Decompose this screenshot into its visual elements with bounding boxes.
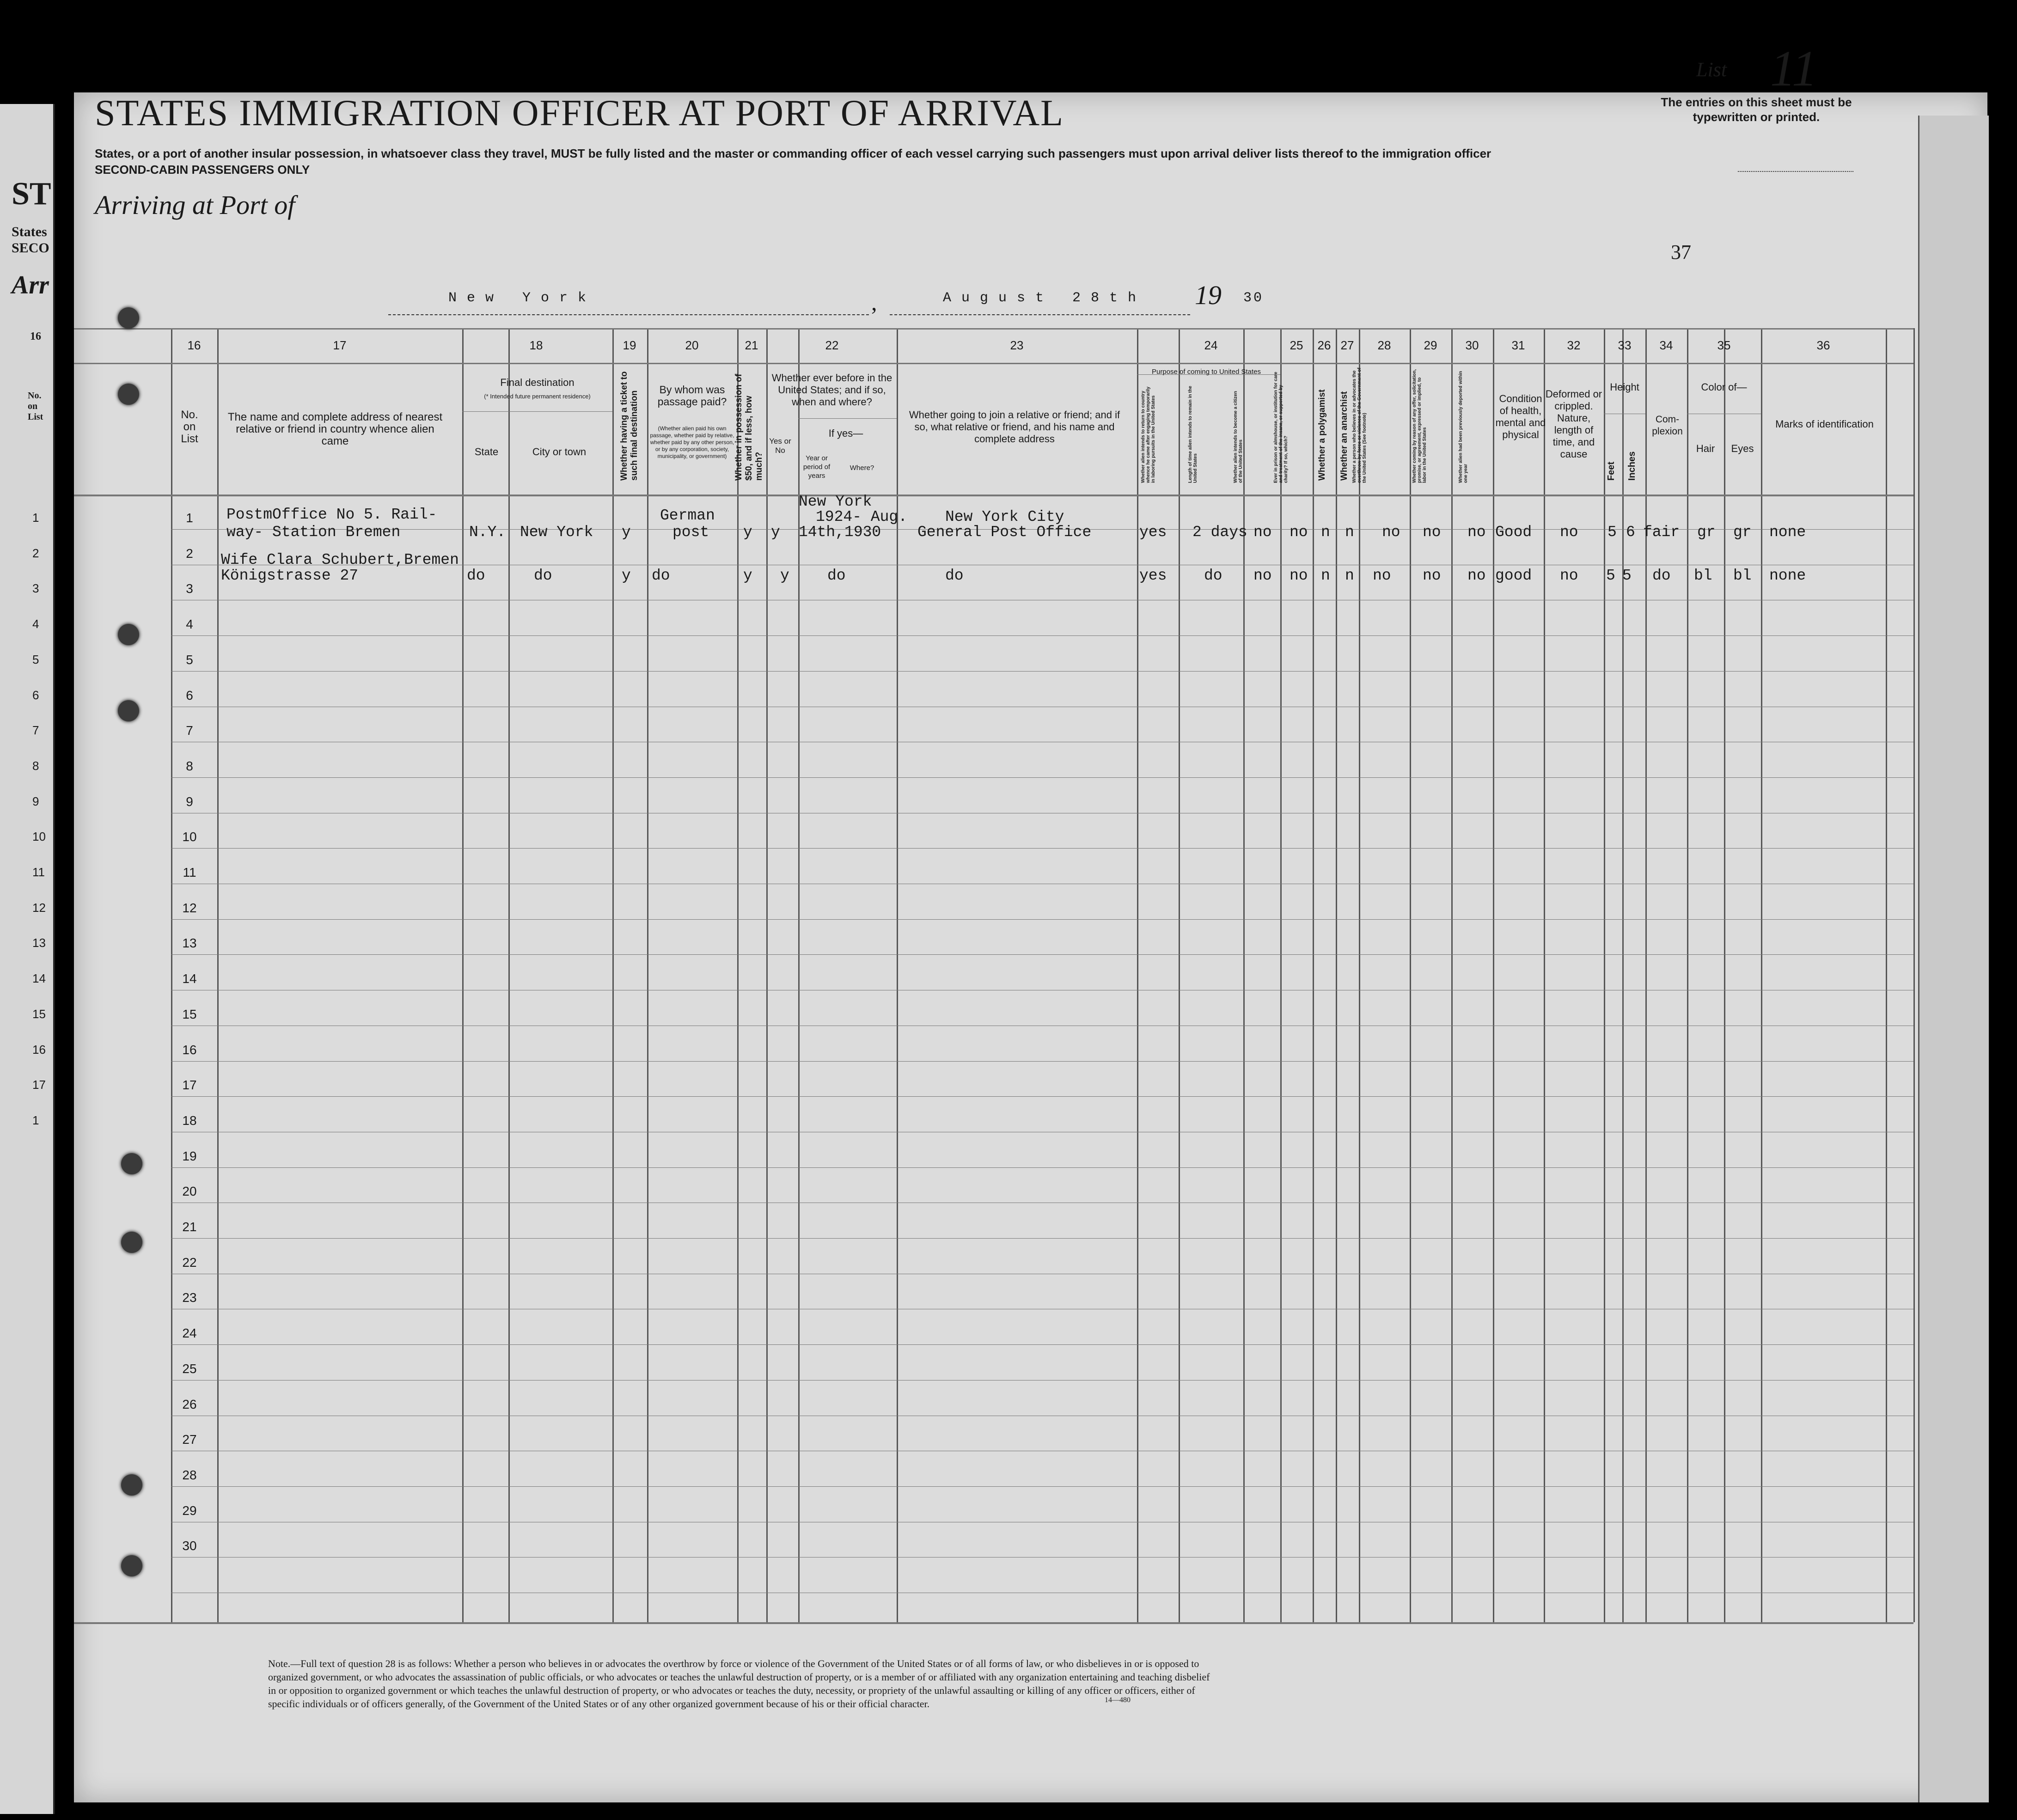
feet: 5 [1606, 567, 1615, 584]
header-no-on-list: No. on List [181, 409, 198, 445]
money: y [743, 524, 752, 541]
paid-line2: post [672, 524, 709, 541]
column-number: 20 [685, 338, 699, 352]
adjacent-row-number: 6 [32, 688, 39, 702]
ticket: y [622, 524, 631, 541]
row-number: 7 [186, 723, 193, 738]
year-prefix: 19 [1195, 280, 1222, 310]
header-height: Height [1610, 381, 1639, 393]
header-deported: Whether alien had been previously deported within one year [1458, 371, 1468, 483]
port-value: New York [448, 290, 597, 306]
header-year: Year or period of years [803, 454, 831, 480]
relative-line1: PostmOffice No 5. Rail- [226, 506, 437, 523]
binder-hole [118, 384, 139, 405]
header-offer: Whether coming by reason of any offer, solicitation, promise, or agreement, expressed or implied, to labor in the United States [1412, 369, 1427, 483]
city: New York [520, 524, 593, 541]
column-number: 19 [623, 338, 636, 352]
grid-horizontal-line [171, 848, 1913, 849]
row-number: 15 [182, 1007, 197, 1021]
deformed: no [1560, 567, 1578, 584]
offer: no [1423, 524, 1441, 541]
paid-line1: do [652, 567, 670, 584]
grid-horizontal-line [74, 363, 1913, 364]
grid-vertical-line [798, 328, 800, 1622]
row-number: 17 [182, 1078, 197, 1092]
header-purpose-return: Whether alien intends to return to country whence he came after engaging temporarily in laboring pursuits in the United States [1141, 386, 1156, 483]
grid-horizontal-line [462, 411, 612, 412]
column-number: 28 [1377, 338, 1391, 352]
row-number: 11 [183, 865, 196, 879]
header-before-yesno: Yes or No [769, 437, 791, 455]
grid-horizontal-line [171, 635, 1913, 636]
form-id: 14—480 [1105, 1696, 1131, 1704]
fragment-col-label: 16 [30, 330, 41, 342]
row-number: 3 [186, 581, 193, 596]
grid-vertical-line [612, 328, 614, 1622]
grid-horizontal-line [171, 919, 1913, 920]
column-number: 16 [187, 338, 201, 352]
grid-vertical-line [1886, 328, 1887, 1622]
header-before: Whether ever before in the United States; and if so, when and where? [771, 372, 892, 408]
row-number: 24 [182, 1326, 197, 1340]
header-color: Color of— [1701, 381, 1747, 393]
grid-vertical-line [1313, 328, 1314, 1622]
grid-horizontal-line [798, 418, 897, 419]
inches: 6 [1626, 524, 1635, 541]
header-final-destination-note: (* Intended future permanent residence) [484, 393, 591, 400]
list-underline [1738, 171, 1853, 172]
adjacent-row-number: 5 [32, 653, 39, 666]
row-number: 13 [182, 936, 197, 950]
length: 2 days [1192, 524, 1247, 541]
state: N.Y. [469, 524, 506, 541]
marks: none [1769, 567, 1806, 584]
city: do [534, 567, 552, 584]
hair: bl [1694, 567, 1712, 584]
grid-vertical-line [1243, 328, 1245, 1622]
grid-horizontal-line [171, 1096, 1913, 1097]
header-complexion: Com-plexion [1652, 414, 1683, 437]
fragment-st: ST [12, 176, 51, 212]
grid-vertical-line [1137, 328, 1138, 1622]
port-underline [388, 314, 869, 315]
grid-vertical-line [1724, 328, 1725, 1622]
adjacent-page-fragment [0, 104, 55, 1814]
header-inches: Inches [1627, 451, 1637, 481]
header-purpose-length: Length of time alien intends to remain in the United States [1188, 385, 1198, 483]
grid-horizontal-line [171, 1061, 1913, 1062]
adjacent-row-number: 8 [32, 759, 39, 773]
health: good [1495, 567, 1532, 584]
complexion: do [1652, 567, 1671, 584]
deported: no [1467, 524, 1486, 541]
binder-hole [118, 624, 139, 645]
header-join: Whether going to join a relative or friend; and if so, what relative or friend, and his name and complete address [909, 409, 1120, 445]
year-line2: 14th,1930 [799, 524, 881, 541]
adjacent-row-number: 2 [32, 546, 39, 560]
header-city: City or town [532, 446, 587, 458]
list-label: List [1696, 58, 1727, 81]
column-number: 32 [1567, 338, 1581, 352]
header-ticket: Whether having a ticket to such final destination [619, 371, 639, 481]
adjacent-row-number: 1 [32, 511, 39, 525]
eyes: bl [1733, 567, 1752, 584]
binder-hole [118, 700, 139, 721]
header-prison: Ever in prison or almshouse, or institution for care and treatment of the insane, or supported by charity? If so, which? [1273, 372, 1289, 483]
before: y [780, 567, 789, 584]
subtitle-line2: SECOND-CABIN PASSENGERS ONLY [95, 163, 310, 177]
row-number: 27 [182, 1432, 197, 1447]
header-marks: Marks of identification [1775, 418, 1874, 430]
comma: , [871, 289, 877, 315]
relative-line1: Wife Clara Schubert,Bremen [221, 551, 459, 568]
grid-vertical-line [462, 328, 464, 1622]
binder-hole [118, 307, 139, 329]
polygamist: n [1321, 524, 1330, 541]
feet: 5 [1607, 524, 1617, 541]
manifest-page [74, 92, 1987, 1802]
header-paid: By whom was passage paid? [657, 384, 727, 408]
row-number: 8 [186, 759, 193, 773]
marks: none [1769, 524, 1806, 541]
deformed: no [1560, 524, 1578, 541]
join-line2: General Post Office [917, 524, 1092, 541]
row-number: 14 [182, 971, 197, 986]
row-number: 16 [182, 1043, 197, 1057]
header-eyes: Eyes [1731, 443, 1754, 454]
row-number: 21 [182, 1220, 197, 1234]
header-paid-note: (Whether alien paid his own passage, whether paid by relative, whether paid by any other person, or by any corporation, society, municipality, or government) [650, 425, 734, 459]
grid-vertical-line [766, 328, 768, 1622]
header-money: Whether in possession of $50, and if less, how much? [734, 373, 764, 481]
row-number: 4 [186, 617, 193, 631]
grid-horizontal-line [171, 777, 1913, 778]
grid-vertical-line [1913, 328, 1915, 1622]
binder-hole [121, 1474, 142, 1496]
grid-vertical-line [1451, 328, 1453, 1622]
adjacent-row-number: 1 [32, 1113, 39, 1127]
column-number: 23 [1010, 338, 1024, 352]
header-relative: The name and complete address of nearest relative or friend in country whence alien came [227, 411, 443, 447]
relative-line2: Königstrasse 27 [221, 567, 359, 584]
citizen: no [1253, 567, 1272, 584]
adjacent-row-number: 7 [32, 723, 39, 737]
grid-horizontal-line [171, 1167, 1913, 1168]
row-number: 5 [186, 653, 193, 667]
row-number: 18 [182, 1113, 197, 1128]
grid-vertical-line [1622, 328, 1624, 1622]
paid-line1: German [660, 507, 715, 524]
grid-vertical-line [217, 328, 219, 1622]
column-number: 25 [1290, 338, 1303, 352]
subtitle-line1: States, or a port of another insular possession, in whatsoever class they travel, MUST be fully listed and the master or commanding officer of each vessel carrying such passengers must upon arrival deliver lists thereof to the immigration officer [95, 147, 1491, 160]
row-number: 2 [186, 546, 193, 561]
row-number: 23 [182, 1290, 197, 1305]
prison: no [1290, 567, 1308, 584]
inches: 5 [1622, 567, 1632, 584]
column-number: 30 [1465, 338, 1479, 352]
adjacent-row-number: 15 [32, 1007, 46, 1021]
date-underline [890, 314, 1190, 315]
polygamist: n [1321, 567, 1330, 584]
row-number: 25 [182, 1362, 197, 1376]
header-overthrow: Whether a person who believes in or advocates the overthrow by force or violence of the Government of the United States (See footnote) [1352, 367, 1367, 483]
fragment-states: States [12, 224, 47, 239]
grid-vertical-line [1544, 328, 1545, 1622]
state: do [467, 567, 485, 584]
grid-vertical-line [1179, 328, 1180, 1622]
fragment-arr: Arr [12, 271, 49, 299]
grid-vertical-line [1336, 328, 1337, 1622]
adjacent-row-number: 3 [32, 581, 39, 595]
hair: gr [1697, 524, 1716, 541]
adjacent-row-number: 9 [32, 794, 39, 808]
header-polygamist: Whether a polygamist [1317, 389, 1327, 481]
adjacent-row-number: 17 [32, 1078, 46, 1092]
row-number: 1 [186, 511, 193, 525]
arriving-label: Arriving at Port of [95, 190, 295, 220]
grid-horizontal-line [74, 495, 1913, 496]
grid-horizontal-line [171, 1344, 1913, 1345]
header-deformed: Deformed or crippled. Nature, length of time, and cause [1545, 388, 1602, 460]
ticket: y [622, 567, 631, 584]
footnote: Note.—Full text of question 28 is as follows: Whether a person who believes in or advocates the overthrow by force or violence of the Government of the United States or of all forms of law, or who disbelieves in or is opposed to organized government, or who advocates the assassination of public officials, or who advocates or teaches the unlawful destruction of property, or is a member of or affiliated with any organization entertaining and teaching disbelief in or opposition to organized government or which teaches the unlawful destruction of property, or who advocates or teaches the duty, necessity, or propriety of the unlawful assaulting or killing of any officer or officers, either of specific individuals or of officers generally, of the Government of the United States or of any other organized government because of his or their official character. [268, 1658, 1210, 1710]
binder-hole [121, 1232, 142, 1253]
money: y [743, 567, 752, 584]
anarchist: n [1345, 524, 1354, 541]
offer: no [1423, 567, 1441, 584]
header-anarchist: Whether an anarchist [1339, 391, 1349, 481]
deported: no [1467, 567, 1486, 584]
year-line1: 1924- Aug. [816, 508, 908, 525]
binder-hole [121, 1555, 142, 1576]
citizen: no [1253, 524, 1272, 541]
header-if-yes: If yes— [828, 428, 863, 439]
grid-vertical-line [1280, 328, 1282, 1622]
sheet-number: 37 [1671, 241, 1691, 263]
row-number: 19 [182, 1149, 197, 1163]
grid-vertical-line [1359, 328, 1360, 1622]
grid-vertical-line [1493, 328, 1494, 1622]
fragment-head-label: No. on List [28, 391, 43, 422]
header-hair: Hair [1696, 443, 1715, 454]
grid-vertical-line [1645, 328, 1647, 1622]
column-number: 31 [1511, 338, 1525, 352]
header-purpose: Purpose of coming to United States [1152, 368, 1261, 376]
adjacent-row-number: 12 [32, 901, 46, 915]
grid-horizontal-line [171, 954, 1913, 955]
instructions: The entries on this sheet must be typewritten or printed. [1661, 95, 1852, 124]
grid-vertical-line [737, 328, 739, 1622]
header-feet: Feet [1606, 461, 1616, 481]
column-number: 17 [333, 338, 347, 352]
page-edge [1918, 116, 1989, 1802]
grid-vertical-line [1761, 328, 1762, 1622]
column-number: 33 [1618, 338, 1632, 352]
anarchist: n [1345, 567, 1354, 584]
page-title: STATES IMMIGRATION OFFICER AT PORT OF ARRIVAL [95, 93, 1064, 134]
row-number: 30 [182, 1539, 197, 1553]
relative-line2: way- Station Bremen [226, 524, 401, 541]
row-number: 26 [182, 1397, 197, 1411]
grid-horizontal-line [171, 671, 1913, 672]
overthrow: no [1373, 567, 1391, 584]
grid-vertical-line [1687, 328, 1688, 1622]
join-line1: do [945, 567, 964, 584]
return: yes [1139, 567, 1167, 584]
grid-vertical-line [1604, 328, 1605, 1622]
grid-horizontal-line [171, 1238, 1913, 1239]
adjacent-row-number: 4 [32, 617, 39, 631]
header-state: State [474, 446, 499, 458]
binder-hole [121, 1153, 142, 1174]
header-where: Where? [850, 464, 874, 472]
grid-vertical-line [171, 328, 172, 1622]
column-number: 24 [1204, 338, 1218, 352]
row-number: 12 [182, 901, 197, 915]
grid-vertical-line [1410, 328, 1411, 1622]
column-number: 21 [745, 338, 758, 352]
row-number: 29 [182, 1503, 197, 1518]
header-purpose-citizen: Whether alien intends to become a citizen of the United States [1233, 391, 1243, 483]
column-number: 22 [825, 338, 839, 352]
year-suffix: 30 [1243, 290, 1264, 306]
fragment-seco: SECO [12, 240, 49, 256]
join-line1: New York City [945, 508, 1064, 525]
column-number: 26 [1317, 338, 1331, 352]
adjacent-row-number: 16 [32, 1043, 46, 1057]
grid-vertical-line [647, 328, 648, 1622]
list-number: 11 [1770, 40, 1817, 97]
row-number: 22 [182, 1255, 197, 1270]
column-number: 34 [1659, 338, 1673, 352]
row-number: 6 [186, 688, 193, 702]
adjacent-row-number: 14 [32, 971, 46, 985]
row-number: 28 [182, 1468, 197, 1482]
row-number: 10 [182, 830, 197, 844]
row-number: 9 [186, 794, 193, 809]
header-final-destination: Final destination [500, 377, 575, 388]
return: yes [1139, 524, 1167, 541]
grid-vertical-line [508, 328, 510, 1622]
grid-horizontal-line [74, 1622, 1913, 1624]
year-line0: New York [799, 493, 872, 510]
health: Good [1495, 524, 1532, 541]
date-value: August 28th [943, 290, 1147, 306]
before: y [771, 524, 780, 541]
column-number: 36 [1816, 338, 1830, 352]
prison: no [1290, 524, 1308, 541]
column-number: 35 [1717, 338, 1731, 352]
adjacent-row-number: 10 [32, 830, 46, 843]
grid-horizontal-line [171, 1486, 1913, 1487]
eyes: gr [1733, 524, 1752, 541]
grid-horizontal-line [74, 328, 1913, 330]
column-number: 18 [529, 338, 543, 352]
header-health: Condition of health, mental and physical [1495, 393, 1546, 440]
year-line1: do [827, 567, 846, 584]
column-number: 29 [1424, 338, 1437, 352]
column-number: 27 [1340, 338, 1354, 352]
complexion: fair [1643, 524, 1680, 541]
overthrow: no [1382, 524, 1400, 541]
adjacent-row-number: 13 [32, 936, 46, 950]
row-number: 20 [182, 1184, 197, 1198]
length: do [1204, 567, 1222, 584]
adjacent-row-number: 11 [32, 865, 45, 879]
